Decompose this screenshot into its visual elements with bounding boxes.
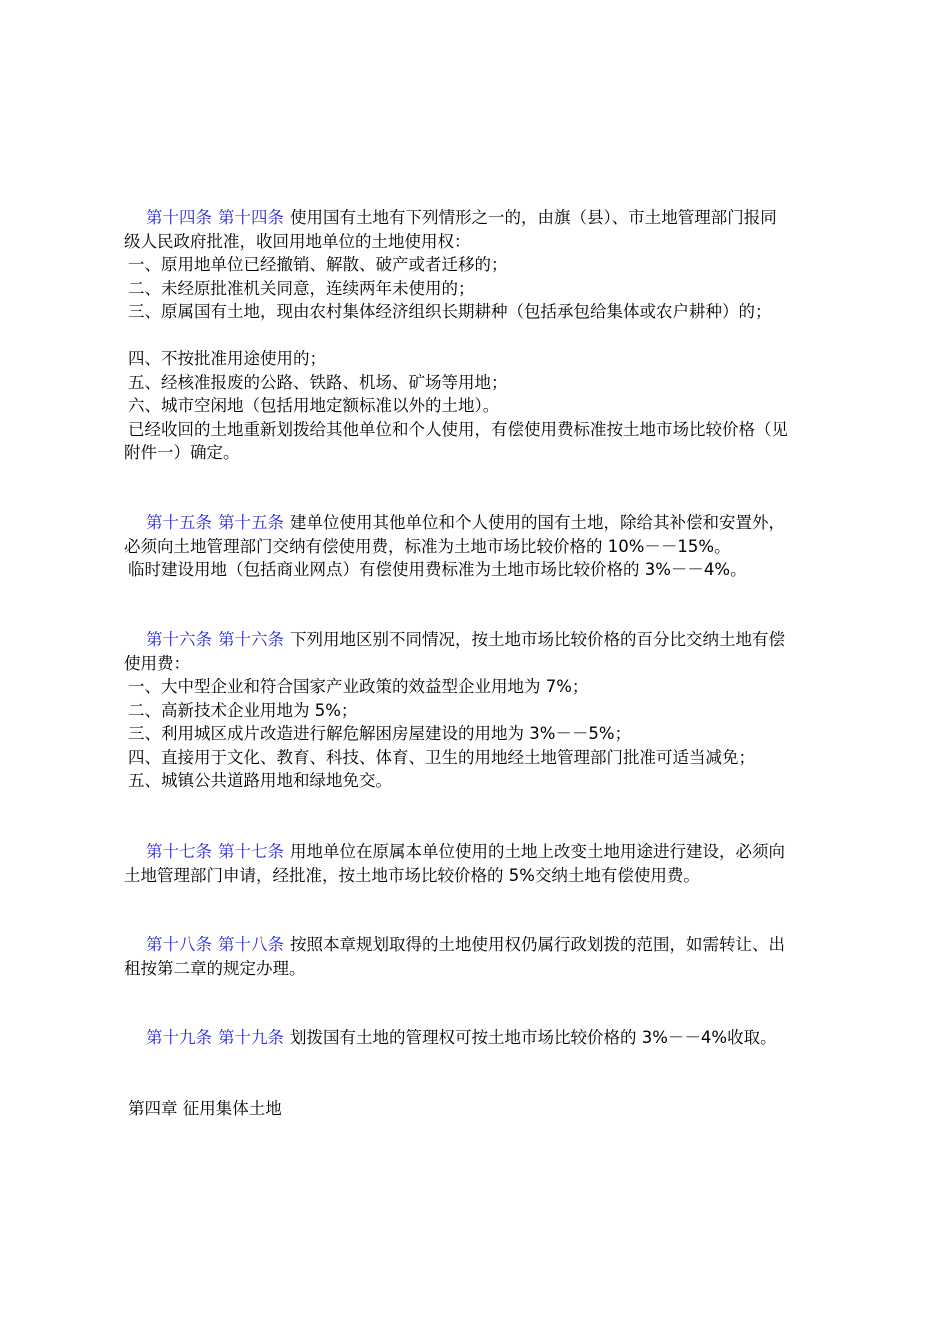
article-19 [124,1026,836,1050]
article-16 [124,628,836,793]
article-17-text-line: 用地单位在原属本单位使用的土地上改变土地用途进行建设，必须向 [290,842,785,861]
article-14-label[interactable]: 第十四条 [146,208,212,227]
article-18 [124,933,836,980]
article-16-list-item: 五、城镇公共道路用地和绿地免交。 [128,771,392,790]
article-15-text-line: 临时建设用地（包括商业网点）有偿使用费标准为土地市场比较价格的 3%－－4%。 [128,560,747,579]
article-19-label[interactable]: 第十九条 [146,1028,212,1047]
article-17-label[interactable]: 第十七条 [146,842,212,861]
article-16-list-item: 二、高新技术企业用地为 5%； [128,700,358,720]
article-14-list-item: 二、未经原批准机关同意，连续两年未使用的； [128,278,475,298]
article-17 [124,840,836,887]
article-16-label[interactable]: 第十六条 [146,630,212,649]
article-15-text-line: 建单位使用其他单位和个人使用的国有土地，除给其补偿和安置外， [290,513,785,532]
article-17-text-line: 土地管理部门申请，经批准，按土地市场比较价格的 5%交纳土地有偿使用费。 [124,865,700,885]
article-18-text-line: 按照本章规划取得的土地使用权仍属行政划拨的范围，如需转让、出 [290,935,785,954]
article-14-list-item: 五、经核准报废的公路、铁路、机场、矿场等用地； [128,372,508,392]
article-15-label[interactable]: 第十五条 [146,513,212,532]
article-15-ref[interactable]: 第十五条 [218,513,284,532]
article-19-text-line: 划拨国有土地的管理权可按土地市场比较价格的 3%－－4%收取。 [290,1028,777,1047]
article-17-ref[interactable]: 第十七条 [218,842,284,861]
article-14 [124,206,836,465]
article-14-list-item: 四、不按批准用途使用的； [128,349,326,368]
article-14-text-line: 附件一）确定。 [124,443,240,462]
article-18-label[interactable]: 第十八条 [146,935,212,954]
article-14-text-line: 级人民政府批准，收回用地单位的土地使用权： [124,231,471,251]
article-16-text-line: 使用费： [124,653,190,673]
article-19-ref[interactable]: 第十九条 [218,1028,284,1047]
article-14-list-item: 三、原属国有土地，现由农村集体经济组织长期耕种（包括承包给集体或农户耕种）的； [128,302,772,321]
article-16-list-item: 四、直接用于文化、教育、科技、体育、卫生的用地经土地管理部门批准可适当减免； [128,747,755,767]
article-16-list-item: 一、大中型企业和符合国家产业政策的效益型企业用地为 7%； [128,677,589,696]
article-14-text-line: 已经收回的土地重新划拨给其他单位和个人使用，有偿使用费标准按土地市场比较价格（见 [128,419,788,439]
chapter-heading: 第四章 征用集体土地 [128,1099,282,1118]
article-14-ref[interactable]: 第十四条 [218,208,284,227]
article-15 [124,511,836,582]
article-15-text-line: 必须向土地管理部门交纳有偿使用费，标准为土地市场比较价格的 10%－－15%。 [124,536,731,556]
article-16-text-line: 下列用地区别不同情况，按土地市场比较价格的百分比交纳土地有偿 [290,630,785,649]
article-16-ref[interactable]: 第十六条 [218,630,284,649]
article-14-text-line: 使用国有土地有下列情形之一的，由旗（县）、市土地管理部门报同 [290,208,777,227]
article-16-list-item: 三、利用城区成片改造进行解危解困房屋建设的用地为 3%－－5%； [128,724,632,743]
article-18-text-line: 租按第二章的规定办理。 [124,958,306,978]
article-18-ref[interactable]: 第十八条 [218,935,284,954]
article-14-list-item: 一、原用地单位已经撤销、解散、破产或者迁移的； [128,255,508,274]
article-14-list-item: 六、城市空闲地（包括用地定额标准以外的土地）。 [128,396,500,415]
